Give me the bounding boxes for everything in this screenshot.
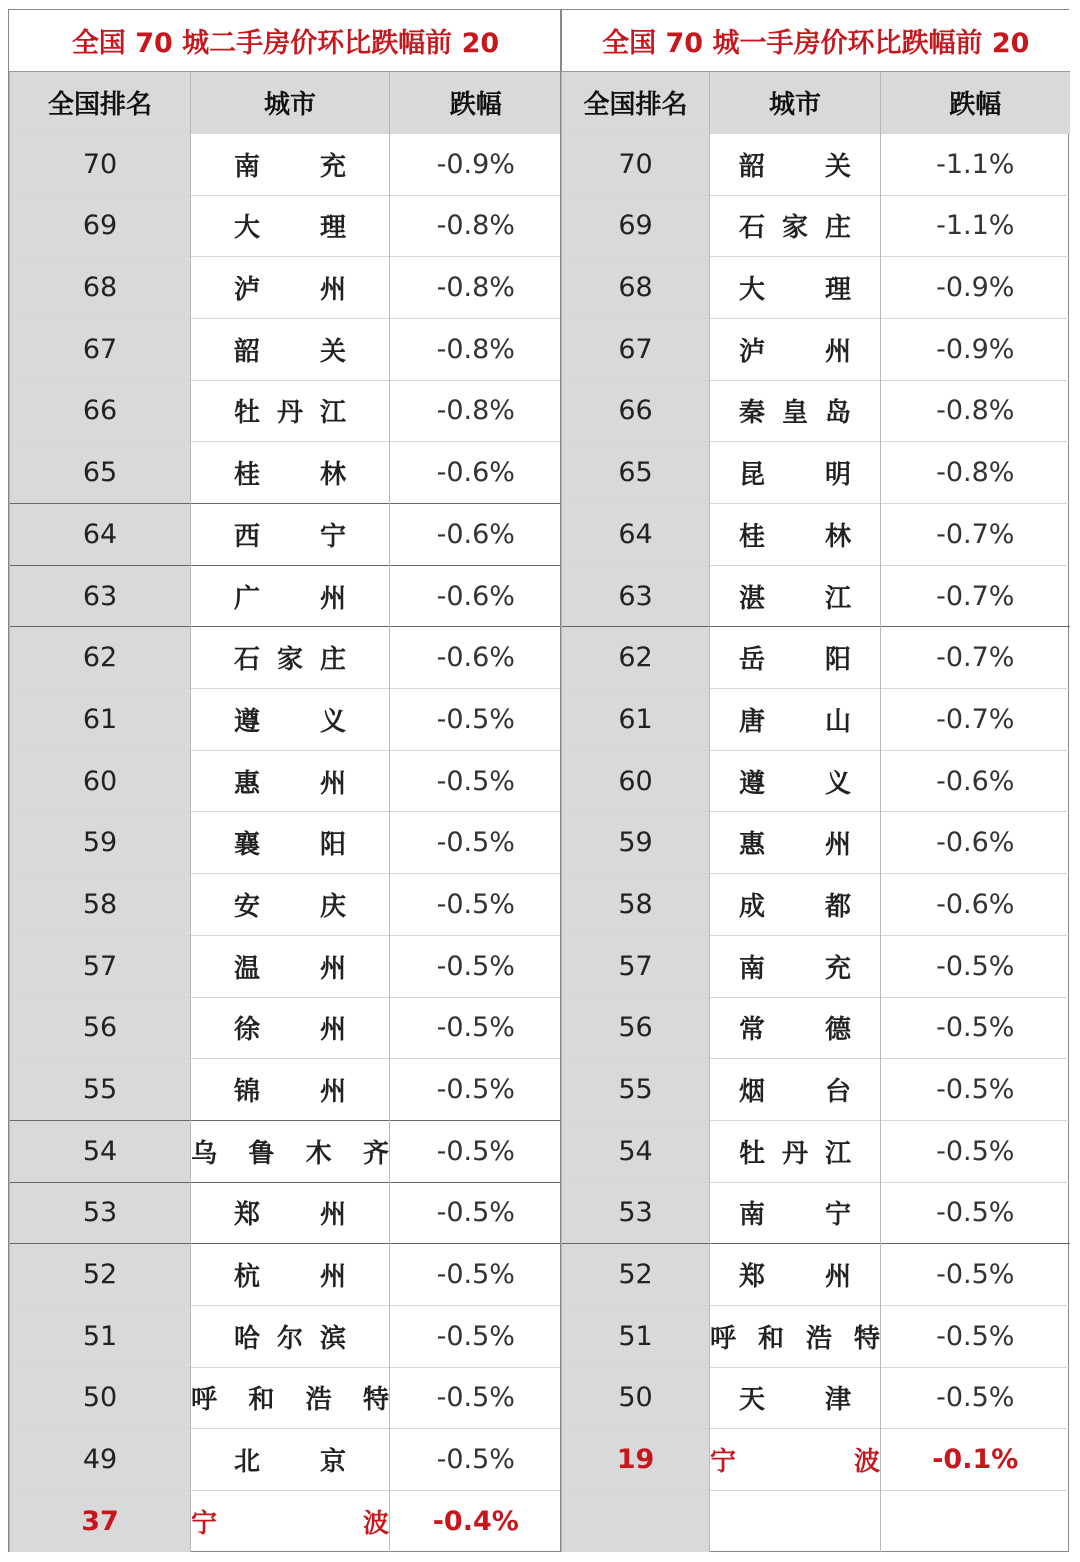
city-name: 呼和浩特: [191, 1385, 389, 1416]
table-row: [10, 689, 562, 751]
drop-cell: -0.5%: [390, 1429, 562, 1491]
rank-cell: 59: [562, 812, 710, 874]
table-row: [10, 565, 562, 627]
drop-cell: -0.5%: [881, 1305, 1070, 1367]
city-cell: [710, 1367, 881, 1429]
city-name: 北 京: [234, 1447, 346, 1478]
city-name: 乌鲁木齐: [191, 1138, 389, 1169]
secondhand-table: [9, 10, 562, 1552]
drop-cell: -0.8%: [390, 380, 562, 442]
city-cell: [710, 812, 881, 874]
table-row: [10, 1429, 562, 1491]
city-cell: [191, 689, 390, 751]
drop-cell: -0.4%: [390, 1491, 562, 1553]
city-name: 成 都: [739, 891, 851, 922]
drop-cell: -0.7%: [881, 504, 1070, 566]
drop-cell: -0.5%: [881, 1120, 1070, 1182]
city-name: 宁波: [710, 1447, 880, 1478]
city-name: 惠 州: [739, 830, 851, 861]
rank-cell: 64: [10, 504, 191, 566]
table-row: [10, 997, 562, 1059]
rank-cell: 53: [10, 1182, 191, 1244]
table-row: [562, 1182, 1070, 1244]
rank-cell: 58: [10, 874, 191, 936]
city-cell: [191, 504, 390, 566]
rank-cell: 60: [10, 750, 191, 812]
city-cell: [710, 1059, 881, 1121]
city-cell: [710, 997, 881, 1059]
city-cell: [191, 750, 390, 812]
city-cell: [710, 1305, 881, 1367]
table-row: [10, 627, 562, 689]
drop-cell: -0.6%: [881, 812, 1070, 874]
table-row: [562, 1305, 1070, 1367]
city-name: 郑 州: [739, 1262, 851, 1293]
table-row: [10, 1120, 562, 1182]
city-cell: [191, 380, 390, 442]
city-name: 郑 州: [234, 1200, 346, 1231]
rank-cell: 69: [10, 195, 191, 257]
city-name: 大 理: [739, 275, 851, 306]
table-row: [10, 1305, 562, 1367]
city-cell: [191, 133, 390, 195]
city-cell: [710, 318, 881, 380]
drop-cell: -0.8%: [390, 318, 562, 380]
table-row: [562, 1059, 1070, 1121]
city-cell: [710, 257, 881, 319]
city-name: 哈 尔 滨: [234, 1323, 346, 1354]
header-rank: 全国排名: [562, 72, 710, 134]
table-row: [10, 1244, 562, 1306]
city-name: 西 宁: [234, 521, 346, 552]
drop-cell: -0.6%: [390, 504, 562, 566]
city-name: 石 家 庄: [739, 213, 851, 244]
table-row: [562, 442, 1070, 504]
city-cell: [191, 1182, 390, 1244]
drop-cell: -0.5%: [881, 1182, 1070, 1244]
rank-cell: 61: [562, 689, 710, 751]
city-name: 呼和浩特: [710, 1323, 880, 1354]
table-row: [562, 504, 1070, 566]
city-name: 桂 林: [234, 460, 346, 491]
rank-cell: 64: [562, 504, 710, 566]
rank-cell: 52: [562, 1244, 710, 1306]
city-name: 锦 州: [234, 1077, 346, 1108]
drop-cell: -0.5%: [390, 1059, 562, 1121]
city-name: 秦 皇 岛: [739, 398, 851, 429]
rank-cell: 62: [10, 627, 191, 689]
table-row: [562, 1367, 1070, 1429]
city-cell: [191, 812, 390, 874]
rank-cell: 54: [10, 1120, 191, 1182]
city-cell: [710, 133, 881, 195]
city-cell: [191, 997, 390, 1059]
city-cell: [710, 380, 881, 442]
table-row: [562, 380, 1070, 442]
header-drop: 跌幅: [390, 72, 562, 134]
empty-cell: [710, 1491, 881, 1553]
drop-cell: -0.5%: [390, 874, 562, 936]
city-cell: [710, 935, 881, 997]
city-name: 牡 丹 江: [234, 398, 346, 429]
city-cell: [710, 442, 881, 504]
rank-cell: 60: [562, 750, 710, 812]
left-table-title: 全国 70 城二手房价环比跌幅前 20: [10, 10, 562, 72]
city-name: 湛 江: [739, 583, 851, 614]
drop-cell: -0.7%: [881, 689, 1070, 751]
table-row: [10, 442, 562, 504]
newhome-table: [561, 10, 1070, 1552]
rank-cell: 70: [562, 133, 710, 195]
rank-cell: 56: [10, 997, 191, 1059]
drop-cell: -1.1%: [881, 195, 1070, 257]
city-cell: [710, 1182, 881, 1244]
drop-cell: -0.8%: [881, 442, 1070, 504]
rank-cell: 53: [562, 1182, 710, 1244]
table-row: [10, 935, 562, 997]
header-city: 城市: [191, 72, 390, 134]
city-name: 泸 州: [739, 336, 851, 367]
rank-cell: 65: [562, 442, 710, 504]
table-row: [562, 195, 1070, 257]
table-row: [10, 380, 562, 442]
table-row: [562, 997, 1070, 1059]
drop-cell: -0.5%: [881, 997, 1070, 1059]
rank-cell: 68: [562, 257, 710, 319]
table-row: [10, 874, 562, 936]
city-name: 遵 义: [234, 706, 346, 737]
city-name: 牡 丹 江: [739, 1138, 851, 1169]
city-cell: [710, 195, 881, 257]
city-name: 南 充: [234, 151, 346, 182]
city-name: 大 理: [234, 213, 346, 244]
drop-cell: -0.1%: [881, 1429, 1070, 1491]
drop-cell: -0.5%: [881, 1244, 1070, 1306]
city-cell: [710, 1429, 881, 1491]
rank-cell: 61: [10, 689, 191, 751]
drop-cell: -0.8%: [881, 380, 1070, 442]
rank-cell: 67: [562, 318, 710, 380]
table-row: [562, 812, 1070, 874]
city-cell: [710, 750, 881, 812]
rank-cell: 50: [562, 1367, 710, 1429]
rank-cell: 65: [10, 442, 191, 504]
right-header-row: [562, 72, 1070, 134]
drop-cell: -0.5%: [390, 689, 562, 751]
empty-cell: [562, 1491, 710, 1553]
table-row: [562, 935, 1070, 997]
drop-cell: -0.7%: [881, 565, 1070, 627]
rank-cell: 54: [562, 1120, 710, 1182]
rank-cell: 55: [562, 1059, 710, 1121]
drop-cell: -0.9%: [390, 133, 562, 195]
city-name: 泸 州: [234, 275, 346, 306]
city-cell: [191, 935, 390, 997]
drop-cell: -0.5%: [390, 935, 562, 997]
city-name: 韶 关: [234, 336, 346, 367]
right-title-row: [562, 10, 1070, 72]
city-cell: [710, 874, 881, 936]
table-row: [562, 627, 1070, 689]
header-drop: 跌幅: [881, 72, 1070, 134]
rank-cell: 52: [10, 1244, 191, 1306]
table-row: [562, 689, 1070, 751]
city-cell: [710, 565, 881, 627]
city-name: 徐 州: [234, 1015, 346, 1046]
drop-cell: -0.9%: [881, 318, 1070, 380]
rank-cell: 69: [562, 195, 710, 257]
city-cell: [191, 195, 390, 257]
table-row: [10, 133, 562, 195]
empty-cell: [881, 1491, 1070, 1553]
city-name: 惠 州: [234, 768, 346, 799]
rank-cell: 56: [562, 997, 710, 1059]
city-cell: [710, 504, 881, 566]
table-row: [562, 318, 1070, 380]
drop-cell: -0.8%: [390, 257, 562, 319]
right-table-title: 全国 70 城一手房价环比跌幅前 20: [562, 10, 1070, 72]
city-name: 杭 州: [234, 1262, 346, 1293]
empty-row: [562, 1491, 1070, 1553]
city-name: 韶 关: [739, 151, 851, 182]
rank-cell: 55: [10, 1059, 191, 1121]
drop-cell: -0.5%: [390, 1367, 562, 1429]
rank-cell: 19: [562, 1429, 710, 1491]
city-cell: [710, 627, 881, 689]
highlight-row: [562, 1429, 1070, 1491]
table-row: [562, 1244, 1070, 1306]
highlight-row: [10, 1491, 562, 1553]
rank-cell: 57: [562, 935, 710, 997]
city-cell: [191, 318, 390, 380]
drop-cell: -0.6%: [390, 565, 562, 627]
city-cell: [191, 1367, 390, 1429]
city-cell: [191, 1244, 390, 1306]
city-cell: [191, 627, 390, 689]
rank-cell: 58: [562, 874, 710, 936]
drop-cell: -0.6%: [881, 750, 1070, 812]
city-cell: [191, 1120, 390, 1182]
rank-cell: 57: [10, 935, 191, 997]
city-name: 南 充: [739, 953, 851, 984]
table-row: [562, 1120, 1070, 1182]
city-name: 石 家 庄: [234, 645, 346, 676]
city-name: 岳 阳: [739, 645, 851, 676]
city-name: 温 州: [234, 953, 346, 984]
header-city: 城市: [710, 72, 881, 134]
city-cell: [191, 1305, 390, 1367]
table-row: [10, 257, 562, 319]
table-row: [10, 195, 562, 257]
drop-cell: -0.5%: [390, 812, 562, 874]
city-name: 宁波: [191, 1509, 389, 1540]
table-row: [10, 504, 562, 566]
city-name: 遵 义: [739, 768, 851, 799]
city-cell: [710, 1244, 881, 1306]
drop-cell: -0.5%: [881, 935, 1070, 997]
city-cell: [191, 1491, 390, 1553]
drop-cell: -0.5%: [390, 1182, 562, 1244]
city-cell: [191, 442, 390, 504]
table-row: [562, 133, 1070, 195]
drop-cell: -0.9%: [881, 257, 1070, 319]
city-cell: [710, 689, 881, 751]
drop-cell: -0.5%: [390, 997, 562, 1059]
city-name: 广 州: [234, 583, 346, 614]
table-row: [562, 565, 1070, 627]
city-name: 桂 林: [739, 521, 851, 552]
drop-cell: -0.5%: [881, 1367, 1070, 1429]
rank-cell: 50: [10, 1367, 191, 1429]
drop-cell: -0.6%: [881, 874, 1070, 936]
table-row: [10, 1059, 562, 1121]
rank-cell: 51: [10, 1305, 191, 1367]
rank-cell: 62: [562, 627, 710, 689]
city-name: 烟 台: [739, 1077, 851, 1108]
city-cell: [191, 565, 390, 627]
drop-cell: -0.5%: [390, 1120, 562, 1182]
city-cell: [191, 1429, 390, 1491]
table-row: [10, 1182, 562, 1244]
rank-cell: 37: [10, 1491, 191, 1553]
rank-cell: 63: [10, 565, 191, 627]
city-cell: [191, 257, 390, 319]
city-cell: [191, 874, 390, 936]
table-row: [10, 812, 562, 874]
drop-cell: -0.8%: [390, 195, 562, 257]
header-rank: 全国排名: [10, 72, 191, 134]
left-header-row: [10, 72, 562, 134]
table-row: [562, 257, 1070, 319]
rank-cell: 66: [562, 380, 710, 442]
rank-cell: 66: [10, 380, 191, 442]
table-row: [10, 750, 562, 812]
left-title-row: [10, 10, 562, 72]
city-name: 南 宁: [739, 1200, 851, 1231]
rank-cell: 51: [562, 1305, 710, 1367]
rank-cell: 67: [10, 318, 191, 380]
ranking-tables: [8, 9, 1069, 1552]
drop-cell: -0.5%: [390, 750, 562, 812]
drop-cell: -0.7%: [881, 627, 1070, 689]
rank-cell: 49: [10, 1429, 191, 1491]
city-name: 昆 明: [739, 460, 851, 491]
city-name: 唐 山: [739, 706, 851, 737]
city-cell: [710, 1120, 881, 1182]
rank-cell: 63: [562, 565, 710, 627]
drop-cell: -0.5%: [390, 1244, 562, 1306]
rank-cell: 68: [10, 257, 191, 319]
rank-cell: 70: [10, 133, 191, 195]
city-cell: [191, 1059, 390, 1121]
table-row: [562, 750, 1070, 812]
drop-cell: -0.6%: [390, 627, 562, 689]
drop-cell: -0.5%: [881, 1059, 1070, 1121]
table-row: [562, 874, 1070, 936]
drop-cell: -0.6%: [390, 442, 562, 504]
city-name: 襄 阳: [234, 830, 346, 861]
drop-cell: -1.1%: [881, 133, 1070, 195]
city-name: 天 津: [739, 1385, 851, 1416]
rank-cell: 59: [10, 812, 191, 874]
table-row: [10, 1367, 562, 1429]
table-row: [10, 318, 562, 380]
city-name: 安 庆: [234, 891, 346, 922]
drop-cell: -0.5%: [390, 1305, 562, 1367]
city-name: 常 德: [739, 1015, 851, 1046]
